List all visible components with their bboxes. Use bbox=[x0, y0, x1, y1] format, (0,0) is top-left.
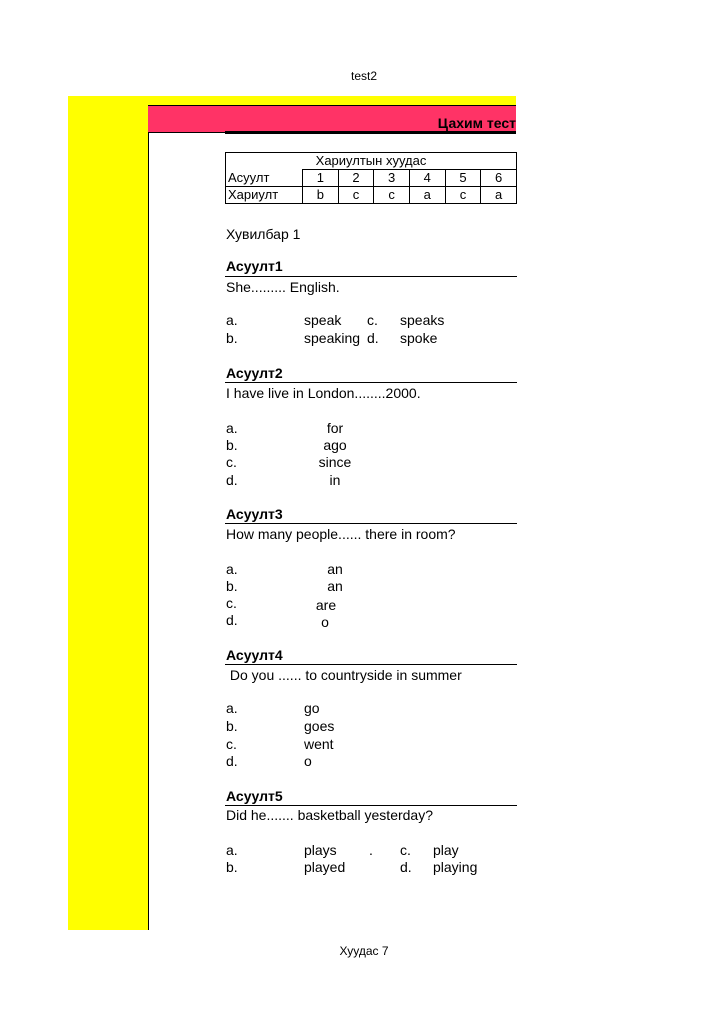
q1-label-a: a. bbox=[226, 312, 238, 328]
question-2-divider bbox=[225, 382, 517, 383]
q5-label-a: a. bbox=[226, 842, 238, 858]
question-5-title: Асуулт5 bbox=[226, 788, 283, 804]
q4-option-d[interactable]: o bbox=[304, 753, 312, 769]
question-3-text: How many people...... there in room? bbox=[226, 526, 456, 542]
q3-label-a: a. bbox=[226, 561, 238, 577]
variant-label: Хувилбар 1 bbox=[226, 226, 301, 242]
question-4-text: Do you ...... to countryside in summer bbox=[226, 667, 462, 683]
answer-sheet-title: Хариултын хуудас bbox=[226, 153, 517, 170]
answer-cell[interactable]: c bbox=[374, 187, 410, 204]
q2-label-a: a. bbox=[226, 420, 238, 436]
q3-label-c: c. bbox=[226, 595, 237, 611]
question-4-title: Асуулт4 bbox=[226, 647, 283, 663]
question-number: 1 bbox=[303, 170, 339, 187]
question-1-text: She......... English. bbox=[226, 279, 340, 295]
q3-option-c[interactable]: are bbox=[315, 597, 337, 613]
question-1-divider bbox=[225, 276, 517, 277]
question-5-text: Did he....... basketball yesterday? bbox=[226, 807, 433, 823]
q5-option-d[interactable]: playing bbox=[433, 859, 478, 875]
q4-label-a: a. bbox=[226, 700, 238, 716]
q3-label-b: b. bbox=[226, 578, 238, 594]
q5-label-c: c. bbox=[400, 842, 411, 858]
q1-option-d[interactable]: spoke bbox=[400, 330, 438, 346]
question-1-title: Асуулт1 bbox=[226, 258, 283, 274]
answer-cell[interactable]: a bbox=[409, 187, 445, 204]
answer-cell[interactable]: c bbox=[338, 187, 374, 204]
question-4-divider bbox=[225, 664, 517, 665]
q5-label-d: d. bbox=[400, 859, 412, 875]
sheet-name-header: test2 bbox=[350, 69, 377, 83]
q5-label-b: b. bbox=[226, 859, 238, 875]
q4-option-b[interactable]: goes bbox=[304, 718, 335, 734]
answer-cell[interactable]: b bbox=[303, 187, 339, 204]
q1-label-b: b. bbox=[226, 330, 238, 346]
page-number-footer: Хуудас 7 bbox=[339, 944, 389, 958]
question-3-title: Асуулт3 bbox=[226, 506, 283, 522]
q2-option-b[interactable]: ago bbox=[323, 437, 347, 453]
answer-cell[interactable]: a bbox=[481, 187, 517, 204]
q1-label-c: c. bbox=[367, 312, 378, 328]
question-number: 3 bbox=[374, 170, 410, 187]
banner-underline bbox=[225, 131, 516, 134]
question-number: 6 bbox=[481, 170, 517, 187]
q3-label-d: d. bbox=[226, 612, 238, 628]
row-label-answer: Хариулт bbox=[226, 187, 303, 204]
q2-label-c: c. bbox=[226, 454, 237, 470]
question-number: 5 bbox=[445, 170, 481, 187]
q1-option-c[interactable]: speaks bbox=[400, 312, 445, 328]
q5-option-b[interactable]: played bbox=[304, 859, 346, 875]
q4-option-a[interactable]: go bbox=[304, 700, 320, 716]
yellow-sidebar bbox=[68, 96, 149, 930]
q5-option-c[interactable]: play bbox=[433, 842, 459, 858]
answer-sheet-table bbox=[225, 152, 517, 204]
question-2-title: Асуулт2 bbox=[226, 365, 283, 381]
q2-label-b: b. bbox=[226, 437, 238, 453]
q2-option-a[interactable]: for bbox=[326, 420, 344, 436]
q2-option-c[interactable]: since bbox=[318, 454, 352, 470]
row-label-question: Асуулт bbox=[226, 170, 303, 187]
question-number: 2 bbox=[338, 170, 374, 187]
q4-label-c: c. bbox=[226, 736, 237, 752]
q4-label-b: b. bbox=[226, 718, 238, 734]
q5-option-a[interactable]: plays bbox=[304, 842, 337, 858]
q3-option-a[interactable]: an bbox=[327, 561, 343, 577]
q3-option-b[interactable]: an bbox=[327, 578, 343, 594]
question-5-divider bbox=[225, 805, 517, 806]
question-number: 4 bbox=[409, 170, 445, 187]
q4-option-c[interactable]: went bbox=[304, 736, 334, 752]
q3-option-d[interactable]: o bbox=[321, 614, 329, 630]
q4-label-d: d. bbox=[226, 753, 238, 769]
question-2-text: I have live in London........2000. bbox=[226, 385, 421, 401]
answer-cell[interactable]: c bbox=[445, 187, 481, 204]
q1-option-a[interactable]: speak bbox=[304, 312, 342, 328]
table-row bbox=[226, 187, 517, 204]
table-row bbox=[226, 170, 517, 187]
q2-label-d: d. bbox=[226, 472, 238, 488]
question-3-divider bbox=[225, 523, 517, 524]
yellow-top-band bbox=[148, 96, 516, 105]
q5-dot: . bbox=[369, 842, 373, 858]
q1-label-d: d. bbox=[367, 330, 379, 346]
q1-option-b[interactable]: speaking bbox=[304, 330, 361, 346]
q2-option-d[interactable]: in bbox=[329, 472, 341, 488]
banner-title: Цахим тест bbox=[437, 115, 516, 131]
